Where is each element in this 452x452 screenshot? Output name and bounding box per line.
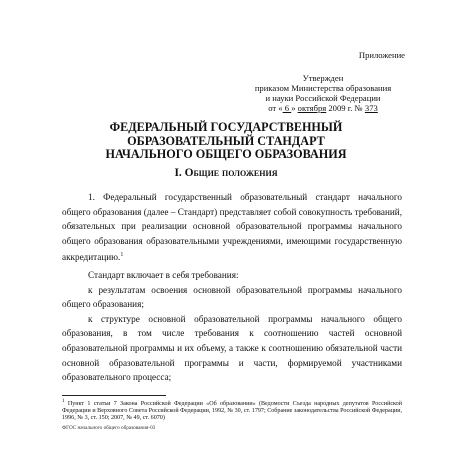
footnote-text: Пункт 1 статьи 7 Закона Российской Федерации «Об образовании» (Ведомости Съезда народных депутатов Российской Федерации и Верховного Совета Российской Федерации, 1992, № 30, ст. 1797; Собрание законодательства Российской Федерации, 1996, № 3, ст. 150; 2007, № 49, ст. 6070) <box>62 401 402 422</box>
paragraph-2: Стандарт включает в себя требования: <box>88 270 239 281</box>
approval-date-line <box>233 103 413 113</box>
footnote-separator <box>62 395 166 396</box>
footnote-reference: 1 <box>120 252 124 259</box>
section-heading <box>40 167 412 179</box>
title-line-3: НАЧАЛЬНОГО ОБЩЕГО ОБРАЗОВАНИЯ <box>105 147 347 161</box>
date-mid: » <box>291 103 298 113</box>
footnote <box>62 398 402 423</box>
order-number: 373 <box>364 103 378 113</box>
paragraph-1 <box>62 190 402 265</box>
date-day: 6 <box>282 103 292 113</box>
section-number: I. <box>174 167 185 179</box>
title-line-1: ФЕДЕРАЛЬНЫЙ ГОСУДАРСТВЕННЫЙ <box>109 120 343 134</box>
page-footer: ФГОС начального общего образования-03 <box>62 425 156 431</box>
footnote-number: 1 <box>62 398 65 404</box>
section-title: Общие положения <box>184 167 278 179</box>
document-title <box>40 121 412 162</box>
paragraph-4: к структуре основной образовательной программы начального общего образования, в том числе требования к соотношению частей основной образовательной программы и их объему, а также к соотношению обязательной части основной образовательной программы и части, формируемой участниками образовательного процесса; <box>62 313 402 383</box>
paragraph-3: к результатам освоения основной образовательной программы начального общего образования; <box>62 284 402 310</box>
date-month: октября <box>297 103 327 113</box>
paragraph-1-text: 1. Федеральный государственный образовательный стандарт начального общего образования (далее – Стандарт) представляет собой совокупность требований, обязательных при реализации основной образовательной программы начального общего образования образовательными учреждениями, имеющими государственную аккредитацию. <box>62 192 402 263</box>
title-line-2: ОБРАЗОВАТЕЛЬНЫЙ СТАНДАРТ <box>127 133 325 148</box>
approval-block <box>233 73 413 113</box>
date-prefix: от « <box>268 103 283 113</box>
document-body <box>62 190 402 385</box>
approved-by-ministry-line: приказом Министерства образования <box>254 83 392 93</box>
appendix-label: Приложение <box>358 50 405 60</box>
approved-federation-line: и науки Российской Федерации <box>265 93 381 103</box>
date-year: 2009 г. № <box>326 103 365 113</box>
approved-line: Утвержден <box>302 73 344 83</box>
